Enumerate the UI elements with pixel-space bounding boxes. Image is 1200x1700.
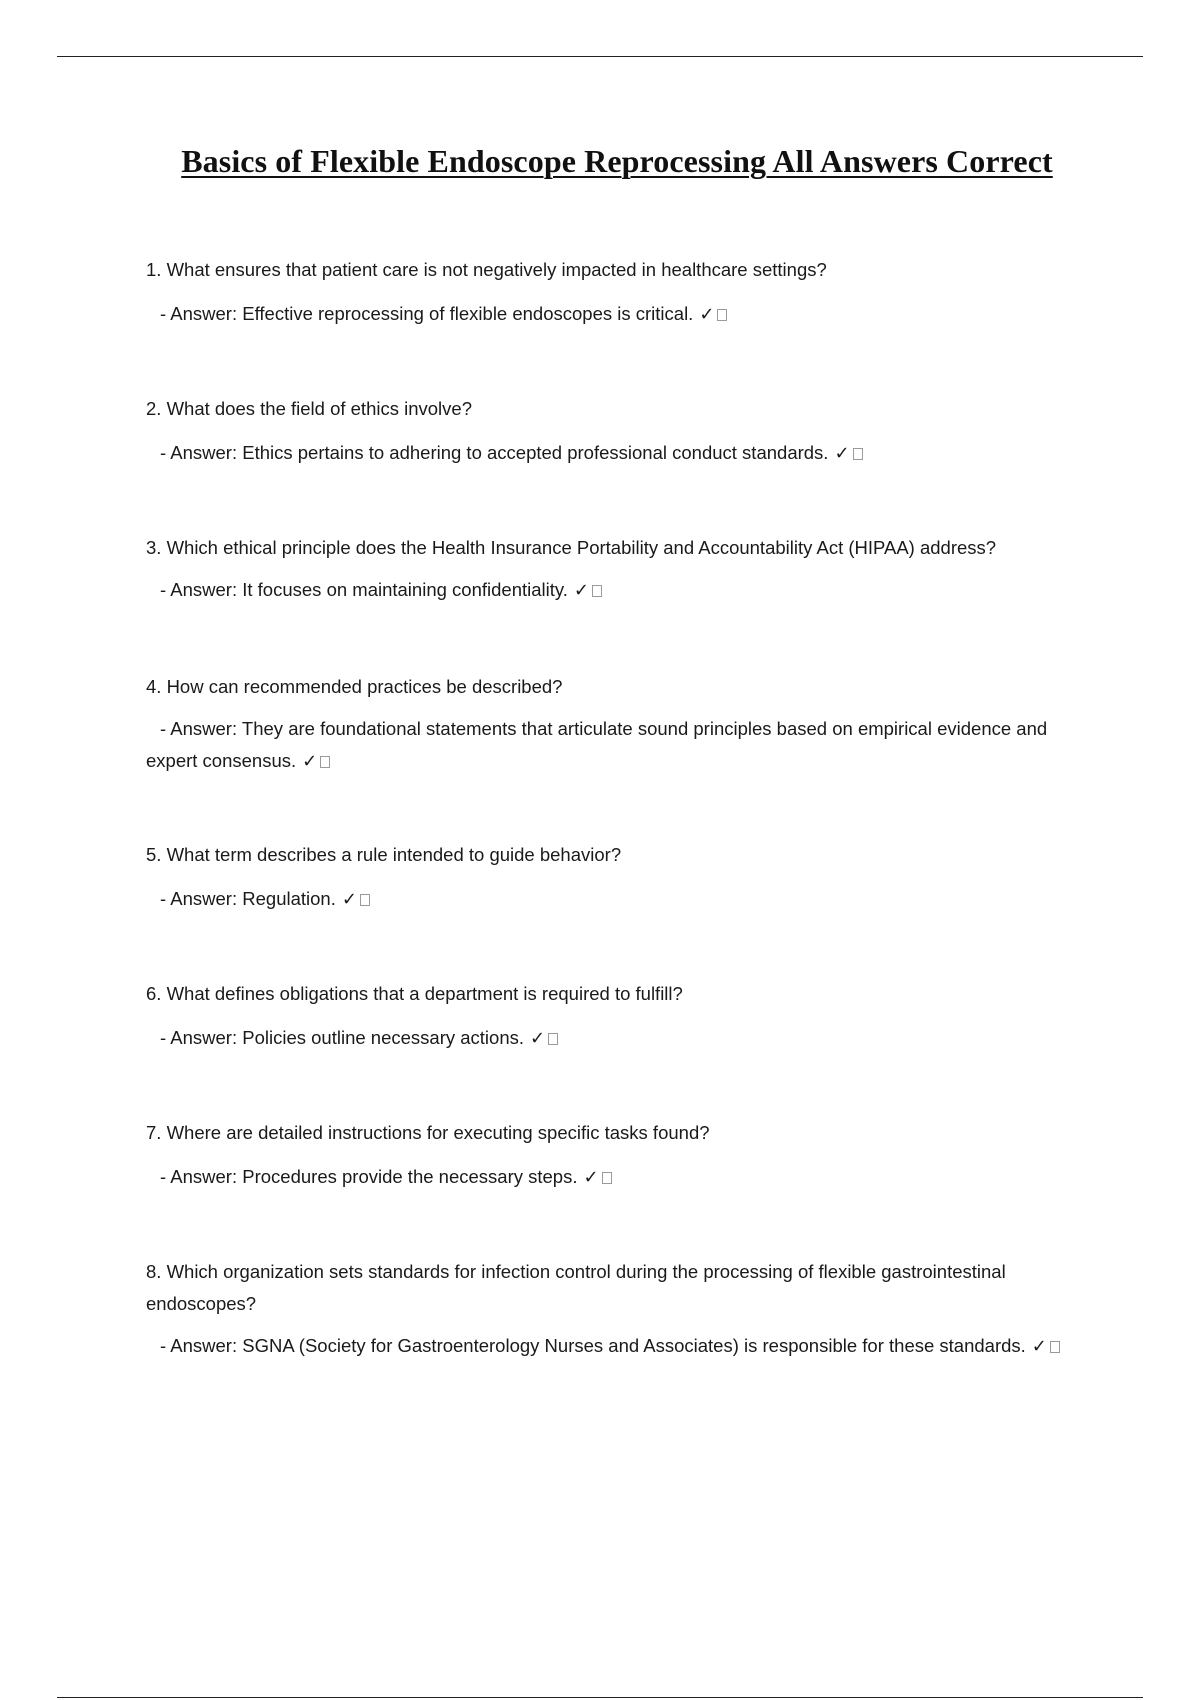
question-5: 5. What term describes a rule intended to guide behavior?	[146, 844, 622, 865]
qa-item-3	[146, 532, 1146, 607]
answer-text: Ethics pertains to adhering to accepted professional conduct standards.	[242, 442, 829, 463]
answer-prefix: - Answer:	[160, 1027, 243, 1048]
answer-text: Effective reprocessing of flexible endoscopes is critical.	[242, 303, 694, 324]
answer-5	[146, 883, 1086, 916]
empty-box-icon	[853, 448, 863, 460]
checkmark-icon: ✓	[699, 304, 715, 325]
answer-text: It focuses on maintaining confidentiality.	[242, 579, 568, 600]
checkmark-icon: ✓	[302, 751, 318, 772]
answer-3	[146, 574, 1146, 607]
empty-box-icon	[320, 756, 330, 768]
answer-7	[146, 1161, 1086, 1194]
answer-text: Regulation.	[242, 888, 336, 909]
question-6: 6. What defines obligations that a department is required to fulfill?	[146, 983, 683, 1004]
empty-box-icon	[548, 1033, 558, 1045]
empty-box-icon	[1050, 1341, 1060, 1353]
qa-item-2	[146, 393, 1086, 470]
answer-prefix: - Answer:	[160, 303, 243, 324]
qa-item-8	[146, 1256, 1086, 1363]
empty-box-icon	[592, 585, 602, 597]
answer-text: Policies outline necessary actions.	[242, 1027, 525, 1048]
answer-prefix: - Answer:	[160, 888, 243, 909]
answer-text: Procedures provide the necessary steps.	[242, 1166, 578, 1187]
answer-prefix: - Answer:	[160, 1335, 243, 1356]
question-3: 3. Which ethical principle does the Health Insurance Portability and Accountability Act (HIPAA) address?	[146, 537, 997, 558]
checkmark-icon: ✓	[341, 889, 357, 910]
top-rule	[57, 56, 1143, 57]
answer-6	[146, 1022, 1086, 1055]
question-7: 7. Where are detailed instructions for executing specific tasks found?	[146, 1122, 710, 1143]
qa-item-7	[146, 1117, 1086, 1194]
answer-text: They are foundational statements that articulate sound principles based on empirical evidence and expert consensus.	[146, 718, 1048, 771]
answer-text: SGNA (Society for Gastroenterology Nurses and Associates) is responsible for these standards.	[242, 1335, 1026, 1356]
answer-2	[146, 437, 1086, 470]
answer-prefix: - Answer:	[160, 442, 243, 463]
question-1: 1. What ensures that patient care is not negatively impacted in healthcare settings?	[146, 259, 827, 280]
qa-item-4	[146, 671, 1086, 778]
checkmark-icon: ✓	[583, 1167, 599, 1188]
bottom-rule	[57, 1697, 1143, 1698]
answer-4	[146, 713, 1086, 778]
empty-box-icon	[717, 309, 727, 321]
answer-prefix: - Answer:	[160, 718, 242, 739]
answer-8	[146, 1330, 1086, 1363]
question-2: 2. What does the field of ethics involve?	[146, 398, 472, 419]
empty-box-icon	[602, 1172, 612, 1184]
question-4: 4. How can recommended practices be described?	[146, 676, 563, 697]
answer-1	[146, 298, 1086, 331]
empty-box-icon	[360, 894, 370, 906]
checkmark-icon: ✓	[834, 443, 850, 464]
checkmark-icon: ✓	[573, 580, 589, 601]
checkmark-icon: ✓	[530, 1028, 546, 1049]
question-8: 8. Which organization sets standards for infection control during the processing of flexible gastrointestinal endoscopes?	[146, 1261, 1006, 1314]
checkmark-icon: ✓	[1031, 1336, 1047, 1357]
answer-prefix: - Answer:	[160, 1166, 243, 1187]
qa-item-5	[146, 839, 1086, 916]
qa-item-1	[146, 254, 1086, 331]
page-title: Basics of Flexible Endoscope Reprocessing All Answers Correct	[181, 143, 1053, 179]
qa-item-6	[146, 978, 1086, 1055]
answer-prefix: - Answer:	[160, 579, 243, 600]
